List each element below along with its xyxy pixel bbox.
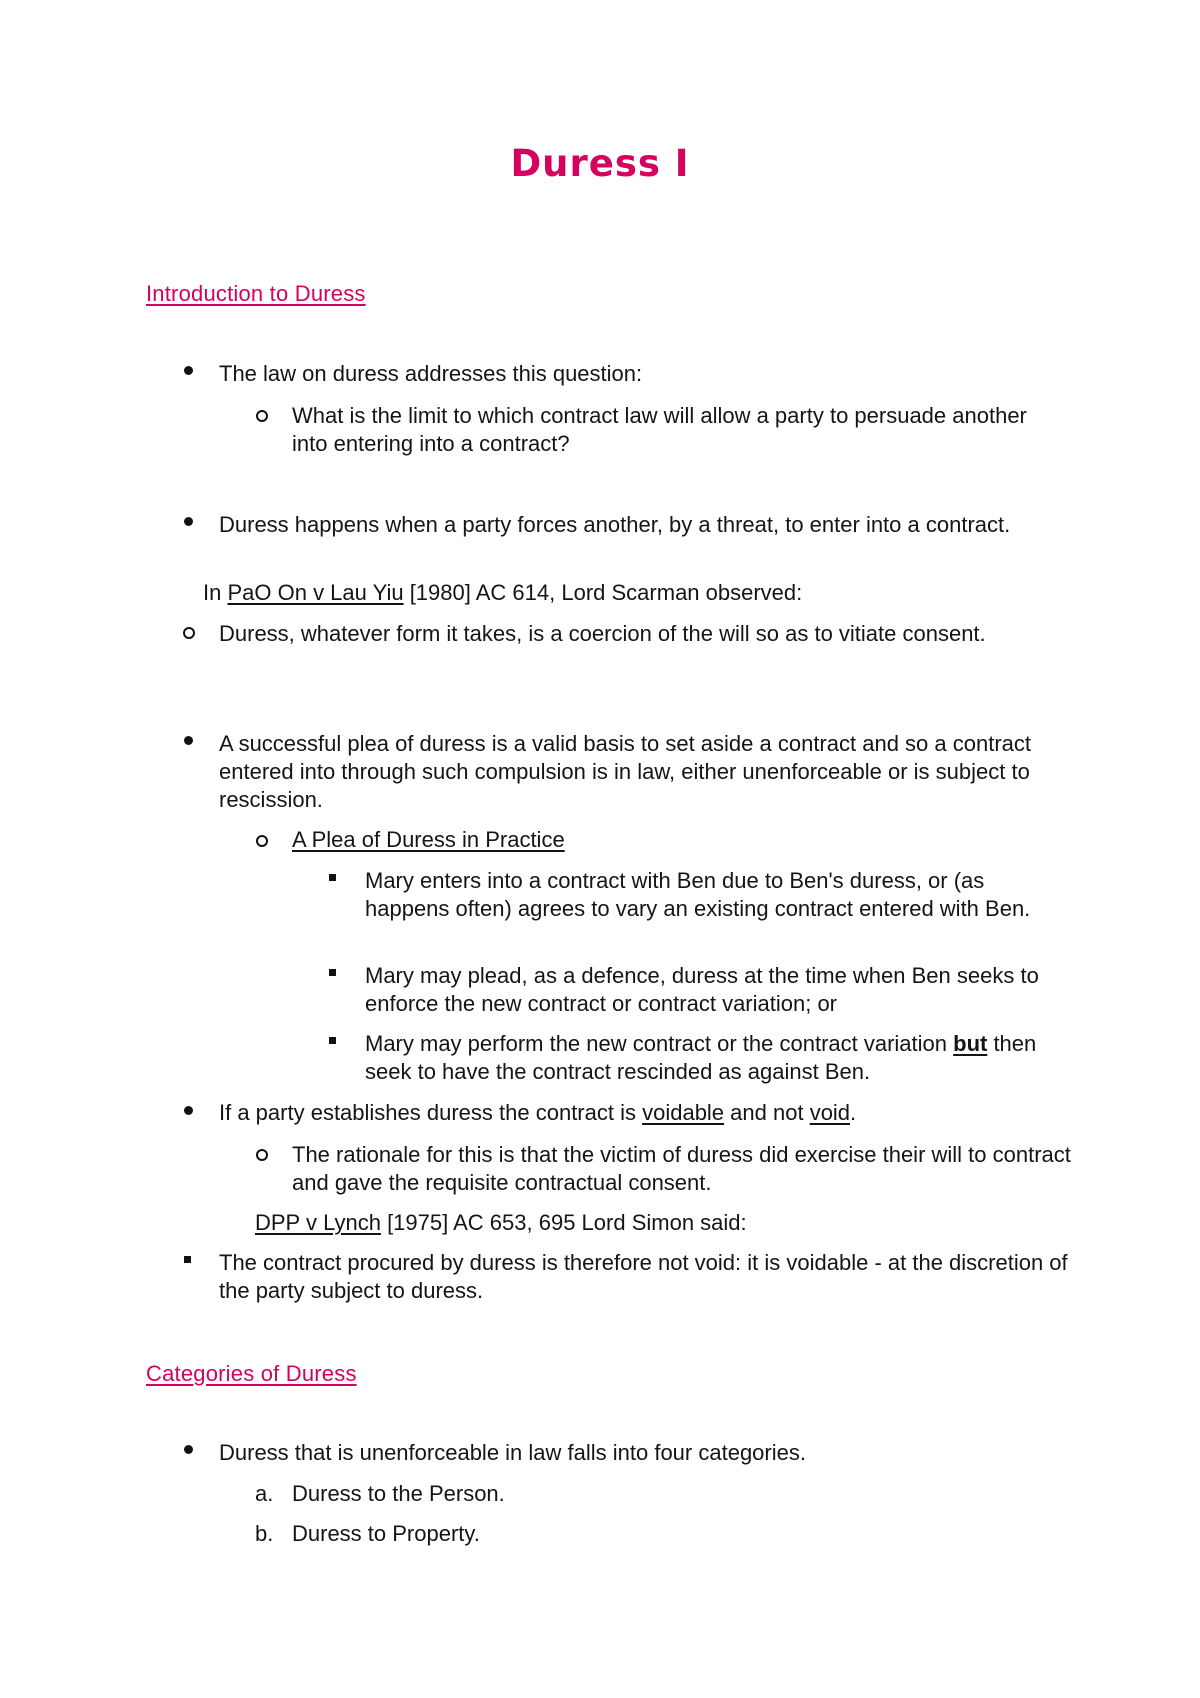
list-item: Duress to the Person. (292, 1481, 505, 1506)
case-prefix: In (203, 580, 228, 605)
case-citation (203, 579, 1083, 607)
bullet-text: Duress happens when a party forces another, by a threat, to enter into a contract. (219, 512, 1011, 537)
bullet-text: Duress that is unenforceable in law falls into four categories. (219, 1440, 806, 1465)
bullet-square-icon (329, 1037, 336, 1044)
text-span: If a party establishes duress the contract is (219, 1100, 643, 1125)
term-voidable: voidable (642, 1100, 725, 1125)
list-marker: b. (255, 1521, 274, 1546)
bullet-square-icon (329, 969, 336, 976)
section-heading-introduction: Introduction to Duress (146, 281, 366, 306)
bullet-text: The contract procured by duress is therefore not void: it is voidable - at the discretion of the party subject to duress. (219, 1250, 1068, 1303)
term-void: void (809, 1100, 851, 1125)
case-suffix: [1975] AC 653, 695 Lord Simon said: (380, 1210, 747, 1235)
bullet-dot-icon (184, 736, 193, 745)
case-name-link[interactable]: DPP v Lynch (255, 1210, 381, 1235)
bullet-dot-icon (184, 1445, 193, 1454)
text-span: then seek to have the contract rescinded as against Ben. (365, 1031, 1037, 1084)
bullet-text (219, 1099, 1069, 1127)
sub-bullet-text: The rationale for this is that the victim of duress did exercise their will to contract and gave the requisite contractual consent. (292, 1142, 1071, 1195)
bullet-square-icon (184, 1256, 191, 1263)
case-name-link[interactable]: PaO On v Lau Yiu (227, 580, 404, 605)
bullet-square-icon (329, 874, 336, 881)
section-heading-categories: Categories of Duress (146, 1361, 357, 1386)
document-title: Duress I (510, 142, 690, 185)
bullet-text: A successful plea of duress is a valid basis to set aside a contract and so a contract entered into through such compulsion is in law, either unenforceable or is subject to rescission. (219, 731, 1031, 812)
sub-bullet-text: Duress, whatever form it takes, is a coercion of the will so as to vitiate consent. (219, 621, 986, 646)
sub-sub-bullet-text: Mary may plead, as a defence, duress at the time when Ben seeks to enforce the new contract or contract variation; or (365, 963, 1039, 1016)
list-item: Duress to Property. (292, 1521, 480, 1546)
sub-bullet-text: What is the limit to which contract law will allow a party to persuade another into entering into a contract? (292, 403, 1027, 456)
case-citation (255, 1209, 1055, 1237)
case-suffix: [1980] AC 614, Lord Scarman observed: (403, 580, 803, 605)
sub-sub-bullet-text: Mary enters into a contract with Ben due to Ben's duress, or (as happens often) agrees to vary an existing contract entered with Ben. (365, 868, 1031, 921)
bullet-circle-icon (256, 835, 268, 847)
text-span: and not (724, 1100, 810, 1125)
bullet-circle-icon (256, 1149, 268, 1161)
sub-bullet-link[interactable]: A Plea of Duress in Practice (292, 827, 565, 852)
bullet-circle-icon (256, 410, 268, 422)
bullet-dot-icon (184, 517, 193, 526)
text-span: Mary may perform the new contract or the contract variation (365, 1031, 954, 1056)
bullet-dot-icon (184, 1106, 193, 1115)
bullet-text: The law on duress addresses this question: (219, 361, 643, 386)
bullet-dot-icon (184, 366, 193, 375)
bullet-circle-icon (183, 627, 195, 639)
list-marker: a. (255, 1481, 274, 1506)
emphasis-but: but (953, 1031, 988, 1056)
sub-sub-bullet-text (365, 1030, 1077, 1086)
text-span: . (850, 1100, 857, 1125)
